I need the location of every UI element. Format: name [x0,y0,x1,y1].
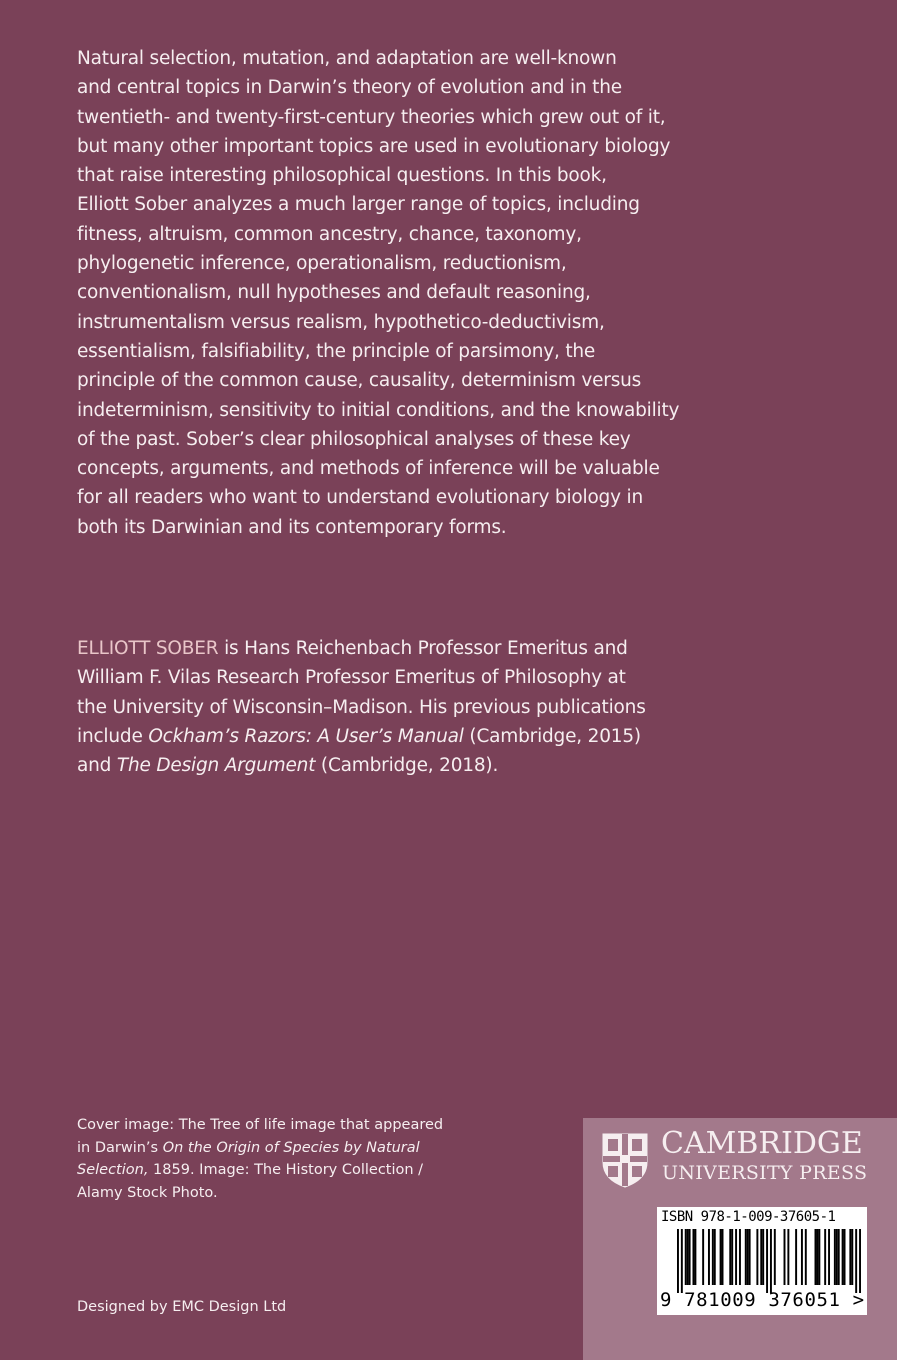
bio-line [77,722,646,751]
barcode-bar [694,1229,696,1285]
description-line: for all readers who want to understand evolutionary biology in [77,487,643,509]
credit-title: Selection, [77,1162,149,1179]
barcode-bar [851,1229,853,1285]
author-name: ELLIOTT SOBER [77,638,219,659]
publisher-name: CAMBRIDGE [661,1126,863,1161]
barcode-bar [855,1229,857,1293]
book-description [77,44,679,542]
description-line: of the past. Sober’s clear philosophical analyses of these key [77,428,631,450]
barcode-bar [685,1229,687,1285]
barcode-bar [677,1229,679,1293]
bio-text: (Cambridge, 2015) [463,725,641,747]
barcode-bar [787,1229,789,1285]
barcode-bar [784,1229,786,1285]
isbn-barcode [657,1207,867,1315]
barcode-bar [687,1229,689,1285]
barcode-bar [766,1229,768,1293]
description-line: fitness, altruism, common ancestry, chance, taxonomy, [77,223,582,245]
description-line: indeterminism, sensitivity to initial conditions, and the knowability [77,399,680,421]
credit-text: in Darwin’s [77,1139,163,1156]
barcode-bar [842,1229,844,1285]
barcode-bars [677,1229,861,1293]
description-line: twentieth- and twenty-first-century theories which grew out of it, [77,106,666,128]
bio-text: is Hans Reichenbach Professor Emeritus and [218,638,628,659]
barcode-bar [770,1229,772,1293]
barcode-bar [795,1229,797,1285]
description-line: phylogenetic inference, operationalism, reductionism, [77,253,567,275]
barcode-bar [714,1229,716,1285]
bio-line [77,634,646,663]
credit-title: On the Origin of Species by Natural [162,1139,420,1156]
barcode-bar [805,1229,807,1285]
publisher-subname: UNIVERSITY PRESS [662,1162,868,1184]
credit-text: 1859. Image: The History Collection / [148,1162,424,1179]
barcode-bar [756,1229,758,1285]
book-title: The Design Argument [116,755,316,777]
bio-text: and [77,755,117,777]
barcode-bar [689,1229,691,1285]
barcode-bar [816,1229,818,1285]
designer-credit: Designed by EMC Design Ltd [77,1299,287,1315]
barcode-digits: 9 781009 376051 > [660,1289,865,1311]
description-line: that raise interesting philosophical questions. In this book, [77,165,607,187]
bio-line: William F. Vilas Research Professor Emeritus of Philosophy at [77,667,626,689]
description-line: principle of the common cause, causality, determinism versus [77,370,642,392]
description-line: essentialism, falsifiability, the principle of parsimony, the [77,340,596,362]
barcode-bar [815,1229,817,1285]
description-line: both its Darwinian and its contemporary forms. [77,516,507,538]
bio-line: the University of Wisconsin–Madison. His previous publications [77,696,646,718]
barcode-bar [749,1229,751,1285]
barcode-bar [818,1229,820,1285]
bio-text: include [77,725,149,747]
credit-line: Alamy Stock Photo. [77,1184,218,1201]
description-line: Elliott Sober analyzes a much larger range of topics, including [77,194,640,216]
barcode-bar [838,1229,840,1285]
barcode-bar [801,1229,803,1285]
description-line: but many other important topics are used in evolutionary biology [77,135,671,157]
barcode-bar [702,1229,704,1285]
barcode-bar [774,1229,776,1285]
barcode-bar [692,1229,694,1285]
barcode-bar [712,1229,714,1285]
barcode-bar [739,1229,741,1285]
barcode-bar [836,1229,838,1285]
barcode-bar [745,1229,747,1285]
credit-line: Cover image: The Tree of life image that appeared [77,1117,444,1133]
barcode-bar [824,1229,826,1285]
cover-image-credit [77,1114,443,1204]
bio-text: (Cambridge, 2018). [315,755,499,777]
description-line: concepts, arguments, and methods of inference will be valuable [77,458,660,480]
barcode-bar [747,1229,749,1285]
author-bio [77,634,646,780]
description-line: conventionalism, null hypotheses and default reasoning, [77,282,591,304]
credit-line [77,1159,443,1182]
isbn-label: ISBN 978-1-009-37605-1 [661,1209,836,1225]
description-line: instrumentalism versus realism, hypothetico-deductivism, [77,311,605,333]
barcode-bar [760,1229,762,1285]
barcode-bar [849,1229,851,1285]
description-line: and central topics in Darwin’s theory of evolution and in the [77,77,622,99]
barcode-bar [708,1229,710,1285]
barcode-bar [844,1229,846,1285]
barcode-bar [762,1229,764,1285]
barcode-bar [731,1229,733,1285]
barcode-bar [828,1229,830,1285]
description-line: Natural selection, mutation, and adaptation are well-known [77,48,617,69]
barcode-bar [859,1229,861,1293]
book-title: Ockham’s Razors: A User’s Manual [148,725,464,747]
barcode-bar [720,1229,722,1285]
credit-line [77,1137,443,1160]
cambridge-shield-icon [601,1132,649,1188]
barcode-bar [834,1229,836,1285]
barcode-bar [729,1229,731,1285]
barcode-bar [681,1229,683,1293]
publisher-panel [583,1118,897,1360]
barcode-bar [722,1229,724,1285]
bio-line [77,751,646,780]
barcode-bar [735,1229,737,1285]
